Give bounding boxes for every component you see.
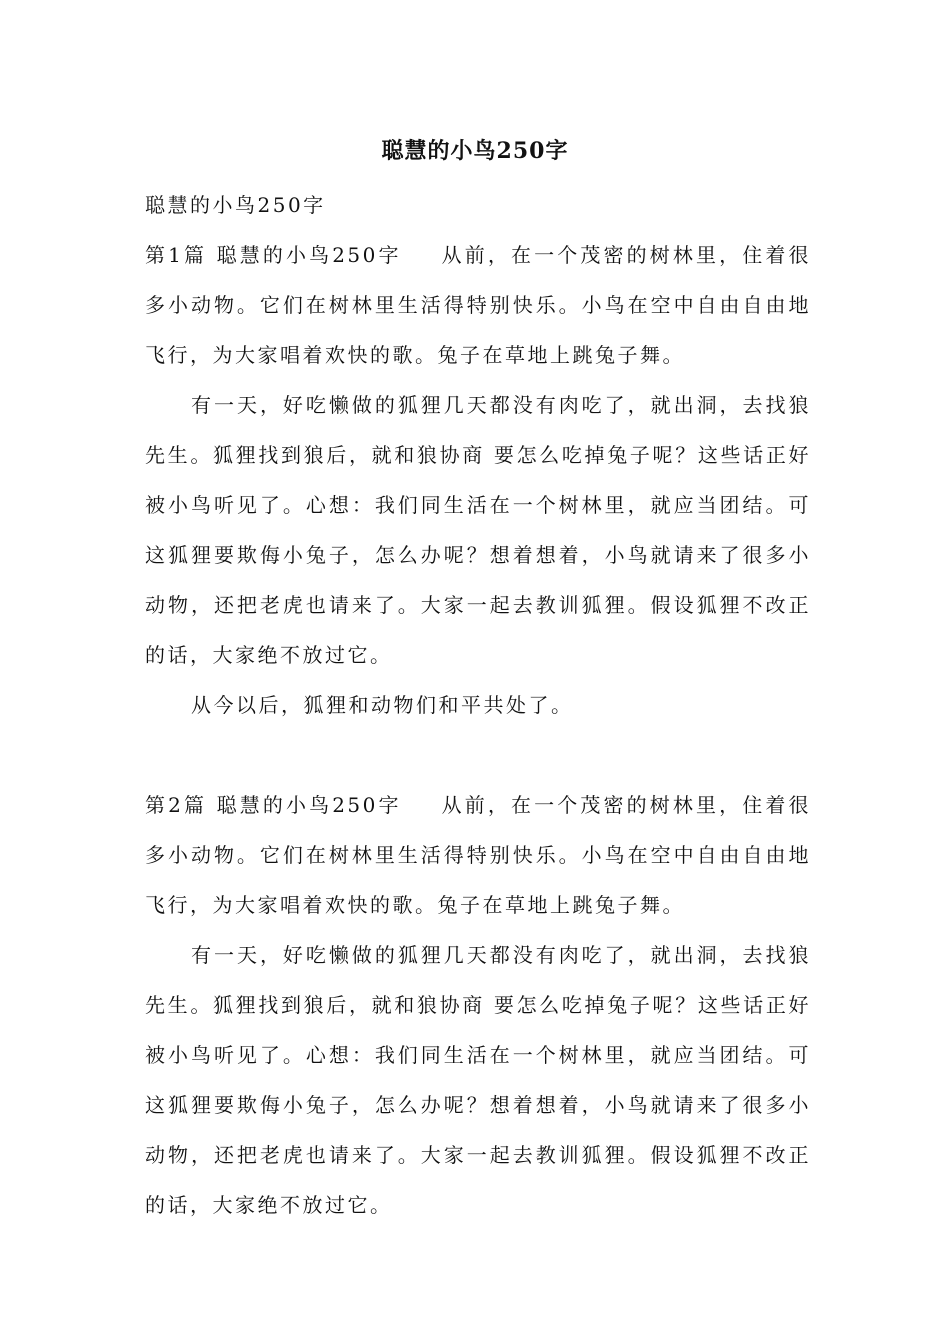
article-2-paragraph-1: [145, 780, 811, 930]
article-2-paragraph-2: 有一天，好吃懒做的狐狸几天都没有肉吃了，就出洞，去找狼先生。狐狸找到狼后，就和狼协商 要怎么吃掉兔子呢？这些话正好被小鸟听见了。心想：我们同生活在一个树林里，就应当团结。可这狐狸要欺侮小兔子，怎么办呢？想着想着，小鸟就请来了很多小动物，还把老虎也请来了。大家一起去教训狐狸。假设狐狸不改正的话，大家绝不放过它。: [145, 943, 811, 1217]
article-1-paragraph-3: 从今以后，狐狸和动物们和平共处了。: [191, 693, 574, 717]
article-1-paragraph-1-text: 从前，在一个茂密的树林里，住着很多小动物。它们在树林里生活得特别快乐。小鸟在空中自由自由地飞行，为大家唱着欢快的歌。兔子在草地上跳兔子舞。: [145, 243, 811, 367]
document-title: 聪慧的小鸟250字: [381, 138, 569, 164]
article-2-paragraph-1-text: 从前，在一个茂密的树林里，住着很多小动物。它们在树林里生活得特别快乐。小鸟在空中自由自由地飞行，为大家唱着欢快的歌。兔子在草地上跳兔子舞。: [145, 793, 811, 917]
section-spacer: [145, 730, 811, 780]
article-1-paragraph-2: 有一天，好吃懒做的狐狸几天都没有肉吃了，就出洞，去找狼先生。狐狸找到狼后，就和狼协商 要怎么吃掉兔子呢？这些话正好被小鸟听见了。心想：我们同生活在一个树林里，就应当团结。可这狐狸要欺侮小兔子，怎么办呢？想着想着，小鸟就请来了很多小动物，还把老虎也请来了。大家一起去教训狐狸。假设狐狸不改正的话，大家绝不放过它。: [145, 393, 811, 667]
article-2-heading: 第2篇 聪慧的小鸟250字: [145, 793, 402, 817]
document-subtitle: 聪慧的小鸟250字: [145, 193, 326, 217]
article-1-heading: 第1篇 聪慧的小鸟250字: [145, 243, 402, 267]
article-1-paragraph-1: [145, 230, 811, 380]
document-body: [145, 180, 811, 1230]
